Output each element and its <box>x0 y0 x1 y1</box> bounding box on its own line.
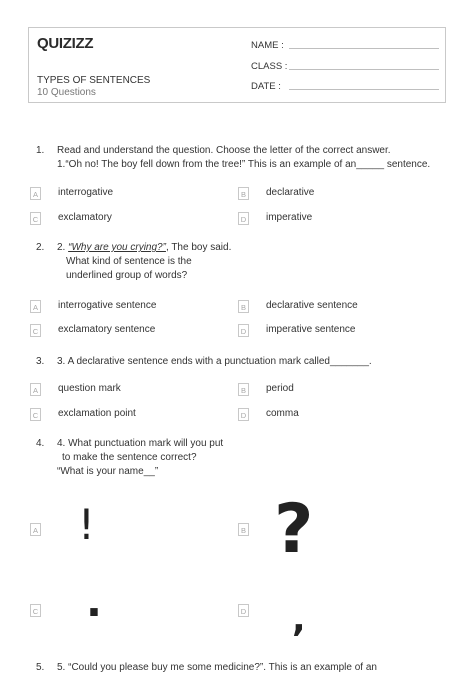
comma-symbol[interactable]: , <box>292 599 306 640</box>
option-letter-badge: A <box>30 523 41 536</box>
option-letter-badge: D <box>238 324 249 337</box>
exclamation-mark-symbol[interactable]: ! <box>78 500 95 549</box>
question-rest: , The boy said. <box>165 242 232 253</box>
option-letter-badge: A <box>30 300 41 313</box>
option-letter-badge: B <box>238 523 249 536</box>
question-number: 1. <box>36 145 45 156</box>
option-text: exclamatory <box>58 212 112 223</box>
option-letter-badge: B <box>238 300 249 313</box>
question-count: 10 Questions <box>37 87 96 98</box>
option-text: period <box>266 383 294 394</box>
option-letter-badge: A <box>30 187 41 200</box>
option-letter-badge: C <box>30 212 41 225</box>
underlined-phrase: “Why are you crying?” <box>68 242 166 253</box>
name-label: NAME : <box>251 40 284 51</box>
option-text: imperative sentence <box>266 324 356 335</box>
question-prefix: 2. <box>57 242 69 253</box>
question-text <box>57 144 457 172</box>
date-line <box>289 89 439 90</box>
class-field[interactable] <box>251 61 439 72</box>
option-text: question mark <box>58 383 121 394</box>
option-letter-badge: B <box>238 187 249 200</box>
class-line <box>289 69 439 70</box>
question-text <box>57 241 457 283</box>
option-letter-badge: C <box>30 408 41 421</box>
period-symbol[interactable]: . <box>86 577 102 626</box>
option-text: exclamation point <box>58 408 136 419</box>
name-field[interactable] <box>251 40 439 51</box>
date-field[interactable] <box>251 81 439 92</box>
worksheet-header <box>28 27 446 103</box>
option-text: interrogative <box>58 187 114 198</box>
question-text <box>57 661 457 675</box>
question-line: 1.“Oh no! The boy fell down from the tree!” This is an example of an_____ sentence. <box>57 159 431 170</box>
option-letter-badge: C <box>30 324 41 337</box>
question-line: 3. A declarative sentence ends with a punctuation mark called_______. <box>57 356 372 367</box>
option-text: declarative <box>266 187 315 198</box>
option-letter-badge: D <box>238 604 249 617</box>
question-number: 3. <box>36 356 45 367</box>
option-text: imperative <box>266 212 313 223</box>
question-line: What kind of sentence is the <box>66 256 192 267</box>
option-letter-badge: D <box>238 408 249 421</box>
question-line: to make the sentence correct? <box>62 452 197 463</box>
question-text <box>57 437 457 479</box>
question-number: 2. <box>36 242 45 253</box>
quizizz-logo: QUIZIZZ <box>37 35 94 52</box>
question-mark-symbol[interactable]: ? <box>274 490 314 569</box>
option-letter-badge: B <box>238 383 249 396</box>
option-text: exclamatory sentence <box>58 324 156 335</box>
name-line <box>289 48 439 49</box>
question-line: 5. “Could you please buy me some medicine?”. This is an example of an <box>57 662 377 673</box>
question-line <box>57 241 457 255</box>
question-line: “What is your name__” <box>57 466 159 477</box>
question-number: 5. <box>36 662 45 673</box>
date-label: DATE : <box>251 81 281 92</box>
option-text: interrogative sentence <box>58 300 157 311</box>
worksheet-title: TYPES OF SENTENCES <box>37 75 151 86</box>
question-line: underlined group of words? <box>66 270 188 281</box>
option-letter-badge: C <box>30 604 41 617</box>
class-label: CLASS : <box>251 61 288 72</box>
question-number: 4. <box>36 438 45 449</box>
option-letter-badge: D <box>238 212 249 225</box>
question-text <box>57 355 457 369</box>
question-line: 4. What punctuation mark will you put <box>57 438 224 449</box>
option-letter-badge: A <box>30 383 41 396</box>
option-text: declarative sentence <box>266 300 358 311</box>
question-line: Read and understand the question. Choose the letter of the correct answer. <box>57 145 391 156</box>
option-text: comma <box>266 408 299 419</box>
